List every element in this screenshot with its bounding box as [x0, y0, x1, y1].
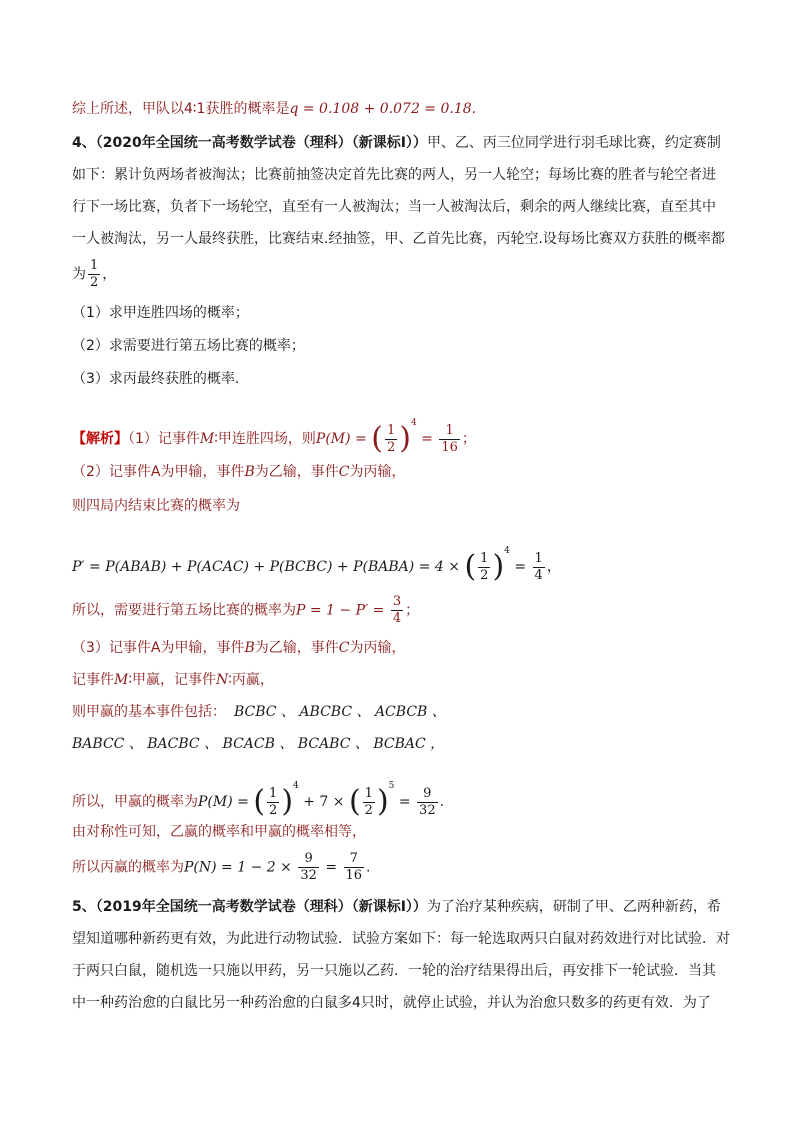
solution-p3-line2 [72, 670, 274, 690]
right-paren: ) [376, 784, 389, 819]
p1-lhs: P(M) = [315, 431, 367, 447]
fraction-numerator: 7 [344, 851, 365, 868]
solution-p2-so [72, 594, 419, 627]
p3-event-c: C [338, 640, 350, 656]
solution-p2-line2: 则四局内结束比赛的概率为 [72, 498, 240, 514]
fraction-denominator: 4 [534, 567, 543, 583]
fraction-denominator: 16 [345, 868, 363, 883]
fraction-one-half [385, 423, 397, 456]
left-paren: ( [253, 784, 266, 819]
fraction-denominator: 2 [364, 802, 373, 818]
summary-formula: q = 0.108 + 0.072 = 0.18. [289, 101, 477, 117]
p3-final-formula: P(N) = 1 − 2 × [184, 859, 292, 876]
p2-event-b: B [244, 464, 255, 480]
p3-line3-text: 则甲赢的基本事件包括： [72, 704, 226, 720]
fraction-one-half [363, 786, 375, 819]
p3-final-text: 所以丙赢的概率为 [72, 859, 184, 876]
q5-stem-2: 望知道哪种新药更有效，为此进行动物试验．试验方案如下：每一轮选取两只白鼠对药效进行对比试验．对 [72, 931, 730, 947]
equals-sign: = [398, 794, 411, 810]
right-paren: ) [281, 784, 294, 819]
exponent: 4 [504, 546, 510, 556]
fraction-three-quarters [391, 594, 403, 627]
p3-prob-formula: P(M) = [198, 794, 249, 810]
solution-p1 [72, 413, 476, 456]
p3-line2-d: ∶丙赢， [228, 672, 274, 688]
p1-event: M [199, 431, 215, 447]
p2-text-a: （2）记事件A为甲输，事件 [72, 464, 245, 480]
p3-event-m: M [114, 672, 129, 688]
fraction-denominator: 2 [269, 802, 278, 818]
p3-prob-text: 所以，甲赢的概率为 [72, 794, 198, 810]
exponent: 5 [388, 781, 395, 791]
fraction-numerator: 1 [534, 550, 543, 566]
plus-seven-times: + 7 × [303, 794, 345, 810]
q4-sub3: （3）求丙最终获胜的概率. [72, 371, 240, 387]
fraction-one-half [88, 258, 100, 291]
fraction-one-quarter [533, 551, 545, 584]
solution-p3-final [72, 851, 371, 884]
p1-prefix: （1）记事件 [128, 431, 200, 447]
fraction-numerator: 1 [364, 785, 373, 801]
fraction-numerator: 1 [386, 422, 396, 438]
p3-event-b: B [244, 640, 255, 656]
semicolon: ； [405, 602, 420, 619]
equals-sign: = [325, 859, 338, 876]
exponent: 4 [293, 781, 299, 791]
q5-source: （2019年全国统一高考数学试卷（理科）（新课标Ⅰ）） [95, 899, 427, 915]
q4-stem-5 [72, 258, 116, 291]
p2-text-e: 为丙输， [349, 464, 406, 480]
solution-p3-line3 [72, 702, 446, 722]
summary-line [72, 99, 476, 119]
fraction-numerator: 1 [439, 423, 460, 440]
analysis-tag: 【解析】 [72, 431, 128, 447]
p2-so-text: 所以，需要进行第五场比赛的概率为 [72, 602, 296, 619]
p3-text-e: 为丙输， [349, 640, 406, 656]
fraction-nine-thirtyseconds [417, 786, 438, 819]
fraction-numerator: 3 [392, 594, 402, 609]
semicolon: ； [461, 431, 476, 447]
equals-sign: = [421, 431, 433, 447]
p2-text-c: 为乙输，事件 [254, 464, 339, 480]
fraction-one-half [267, 786, 279, 819]
fraction-denominator: 2 [90, 275, 99, 290]
solution-p2-formula [72, 541, 561, 584]
exponent: 4 [410, 418, 417, 428]
q4-stem-3: 行下一场比赛，负者下一场轮空，直至有一人被淘汰；当一人被淘汰后，剩余的两人继续比赛，直至其中 [72, 199, 716, 215]
fraction-numerator: 1 [90, 258, 99, 273]
right-paren: ) [399, 421, 411, 456]
fraction-denominator: 2 [386, 439, 396, 455]
p2-formula-text: P′ = P(ABAB) + P(ACAC) + P(BCBC) + P(BABA) = 4 × [72, 559, 460, 575]
fraction-numerator: 9 [417, 786, 438, 803]
q4-sub2: （2）求需要进行第五场比赛的概率； [72, 338, 305, 354]
fraction-denominator: 32 [419, 802, 436, 818]
period: . [366, 859, 371, 876]
summary-text: 综上所述，甲队以4∶1获胜的概率是 [72, 101, 290, 117]
right-paren: ) [492, 549, 505, 584]
q4-header [72, 133, 721, 153]
solution-p3-events [72, 734, 444, 754]
fraction-numerator: 1 [269, 785, 278, 801]
fraction-numerator: 9 [298, 851, 319, 868]
solution-p2-line1 [72, 462, 406, 482]
fraction-denominator: 4 [392, 611, 402, 626]
p3-line2-a: 记事件 [72, 672, 114, 688]
q4-source: （2020年全国统一高考数学试卷（理科）（新课标Ⅰ）） [95, 135, 427, 151]
q5-number: 5、 [72, 899, 96, 915]
fraction-seven-sixteenths [344, 851, 365, 884]
left-paren: ( [464, 549, 477, 584]
q4-stem-5-prefix: 为 [72, 266, 86, 283]
left-paren: ( [348, 784, 361, 819]
p3-line2-b: ∶甲赢，记事件 [128, 672, 216, 688]
fraction-denominator: 32 [300, 868, 317, 883]
q4-stem-5-suffix: ， [102, 266, 117, 283]
fraction-nine-thirtyseconds [298, 851, 319, 884]
left-paren: ( [371, 421, 383, 456]
p2-so-formula: P = 1 − P′ = [296, 602, 385, 619]
solution-p3-prob [72, 776, 444, 819]
period: . [439, 794, 445, 810]
p3-event-n: N [216, 672, 229, 688]
solution-p3-line1 [72, 638, 406, 658]
p3-text-a: （3）记事件A为甲输，事件 [72, 640, 245, 656]
q5-stem-1: 为了治疗某种疾病，研制了甲、乙两种新药，希 [426, 899, 721, 915]
fraction-denominator: 16 [441, 439, 458, 455]
comma: ， [546, 559, 561, 575]
q5-stem-4: 中一种药治愈的白鼠比另一种药治愈的白鼠多4只时，就停止试验，并认为治愈只数多的药更有效．为了 [72, 995, 711, 1011]
solution-p3-sym: 由对称性可知，乙赢的概率和甲赢的概率相等， [72, 824, 366, 840]
q4-stem-1: 甲、乙、丙三位同学进行羽毛球比赛，约定赛制 [426, 135, 721, 151]
q5-header [72, 897, 721, 917]
fraction-one-sixteenth [439, 423, 460, 456]
q4-stem-2: 如下：累计负两场者被淘汰；比赛前抽签决定首先比赛的两人，另一人轮空；每场比赛的胜者与轮空者进 [72, 167, 716, 183]
fraction-numerator: 1 [480, 550, 489, 566]
q4-number: 4、 [72, 135, 96, 151]
q4-sub1: （1）求甲连胜四场的概率； [72, 305, 249, 321]
q5-stem-3: 于两只白鼠，随机选一只施以甲药，另一只施以乙药．一轮的治疗结果得出后，再安排下一轮试验．当其 [72, 963, 716, 979]
events-list-1: BCBC 、 ABCBC 、 ACBCB 、 [234, 704, 446, 720]
p2-event-c: C [338, 464, 350, 480]
q4-stem-4: 一人被淘汰，另一人最终获胜，比赛结束.经抽签，甲、乙首先比赛，丙轮空.设每场比赛双方获胜的概率都 [72, 231, 725, 247]
fraction-denominator: 2 [480, 567, 489, 583]
fraction-one-half [478, 551, 490, 584]
events-list-2: BABCC 、 BACBC 、 BCACB 、 BCABC 、 BCBAC ， [72, 736, 445, 752]
p3-text-c: 为乙输，事件 [254, 640, 339, 656]
p1-mid: ∶甲连胜四场，则 [214, 431, 316, 447]
equals-sign: = [514, 559, 527, 575]
